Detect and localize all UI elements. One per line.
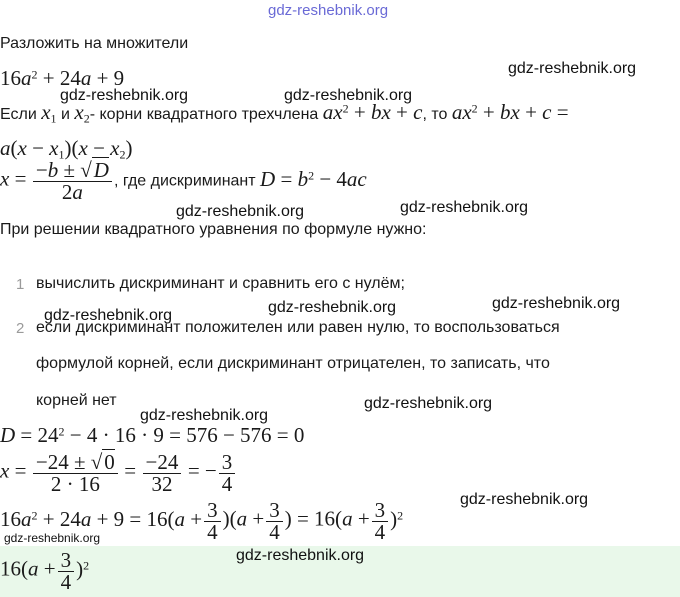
formula-where: , где дискриминант [113,172,256,190]
task-expression: $16a^2 + 24a + 9$ [0,66,125,90]
watermark-small: gdz-reshebnik.org [4,531,101,545]
watermark: gdz-reshebnik.org [400,199,529,216]
list-item-line: корней нет [36,392,117,409]
watermark: gdz-reshebnik.org [176,203,305,220]
watermark: gdz-reshebnik.org [140,407,269,424]
discriminant-calc: $D = 24^2 - 4 \cdot 16 \cdot 9 = 576 - 576 = 0$ [0,423,305,447]
list-number: 1 [16,276,25,293]
watermark: gdz-reshebnik.org [60,87,189,104]
task-title: Разложить на множители [0,35,189,52]
list-item-line: формулой корней, если дискриминант отрицателен, то записать, что [36,355,550,372]
method-intro: При решении квадратного уравнения по формуле нужно: [0,221,427,238]
list-number: 2 [16,320,25,337]
watermark: gdz-reshebnik.org [364,395,493,412]
root-calc: x = $\frac{-24 \pm √0}{2 \cdot 16}$ = $\frac{-24}{32}$ = − $\frac{3}{4}$ [0,452,237,495]
trinomial: $ax^2$ + bx + c [322,100,423,124]
factored-form: $a(x - x_1)(x - x_2)$ [0,136,133,162]
trinomial-equals: $ax^2$ + bx + c = [451,100,569,124]
factorization: $16a^2 + 24a + 9 = 16(a$ + $\frac{3}{4}$ )(a + $\frac{3}{4}$ ) = 16(a + $\frac{3}{4}$ )$^2$ [0,498,404,544]
watermark: gdz-reshebnik.org [460,491,589,508]
watermark: gdz-reshebnik.org [508,60,637,77]
x2-symbol: $x_2$ [74,100,90,126]
watermark: gdz-reshebnik.org [284,87,413,104]
list-item: вычислить дискриминант и сравнить его с нулём; [36,275,405,292]
watermark: gdz-reshebnik.org [492,295,621,312]
roots-text: - корни квадратного трехчлена [89,106,319,123]
answer: 16(a + $\frac{3}{4}$ )$^2$ [0,548,90,594]
watermark: gdz-reshebnik.org [268,299,397,316]
roots-then: , то [422,106,448,123]
watermark-top: gdz-reshebnik.org [268,2,389,19]
roots-prefix: Если [0,106,37,123]
roots-sentence [0,100,569,125]
x1-symbol: $x_1$ [41,100,57,126]
watermark: gdz-reshebnik.org [44,307,173,324]
quadratic-formula: x = $\frac{-b \pm √D}{2a}$ , где дискриминант $D = b^2 - 4ac$ [0,158,367,204]
watermark: gdz-reshebnik.org [236,547,365,564]
list-item-line: если дискриминант положителен или равен нулю, то воспользоваться [36,319,560,336]
roots-and: и [61,106,70,123]
